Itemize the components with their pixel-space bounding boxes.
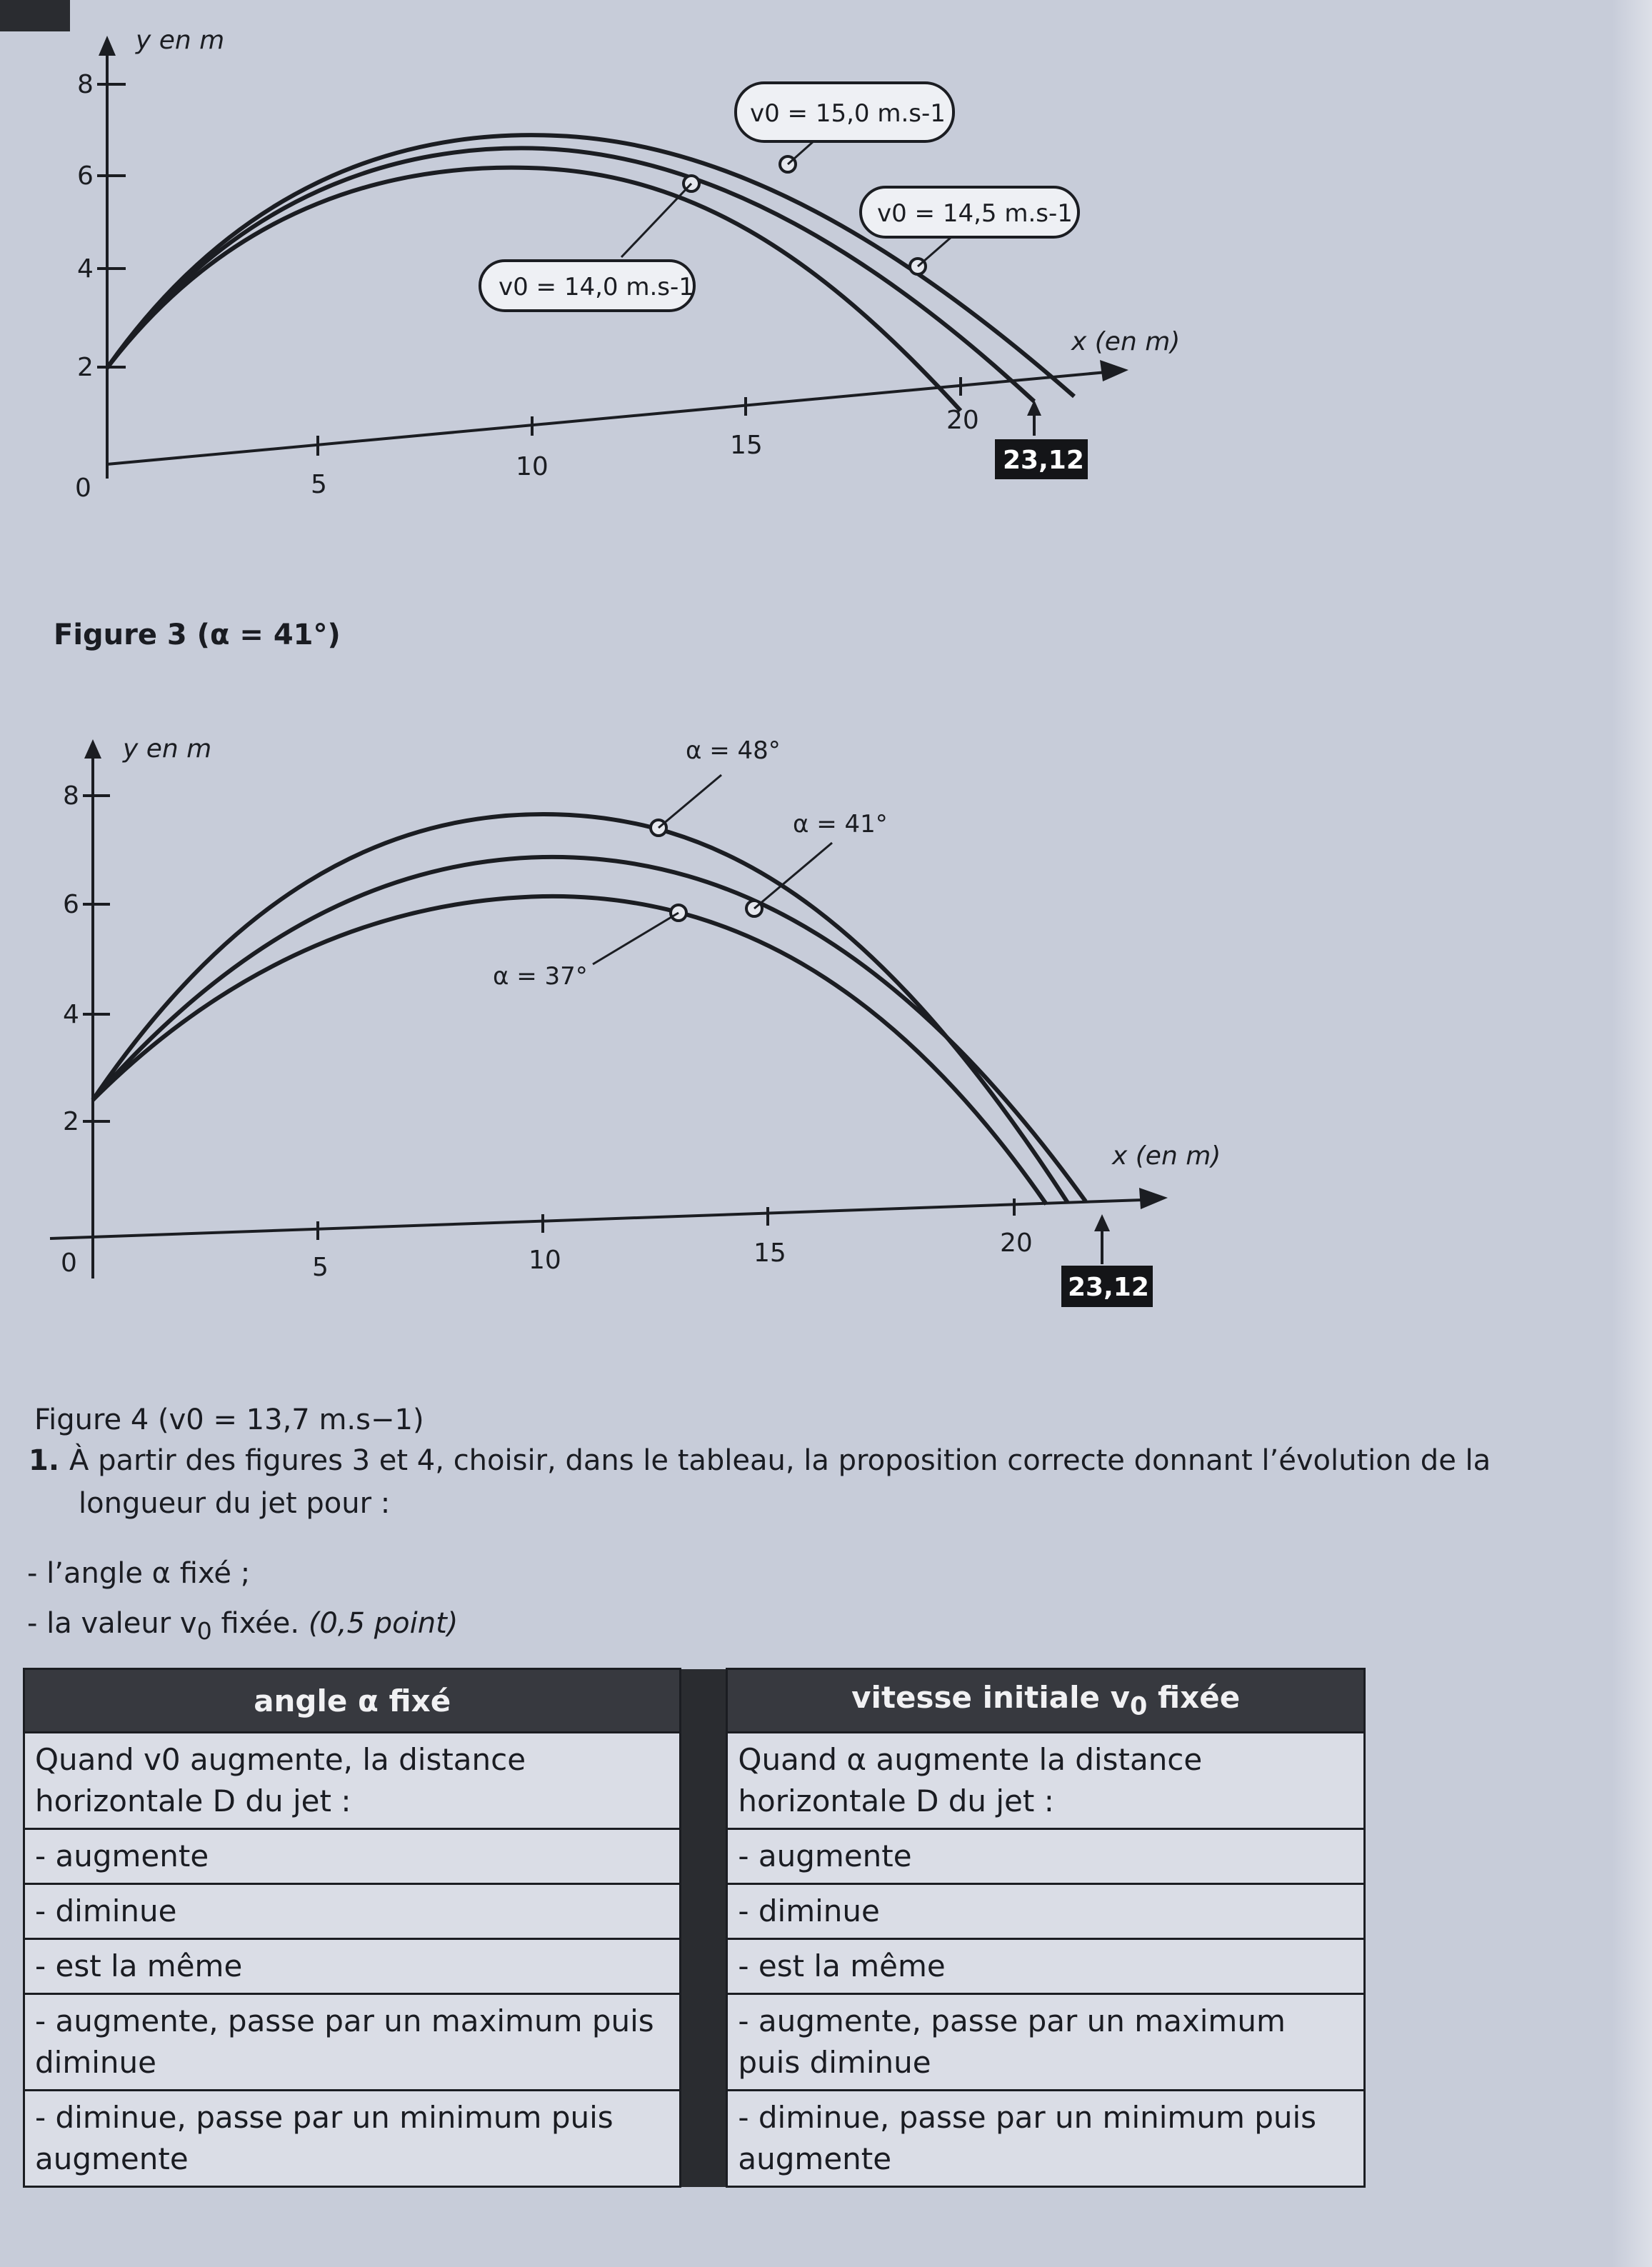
intro-angle-fixed: Quand v0 augmente, la distance horizontale D du jet : (24, 1733, 681, 1829)
highlight-value: 23,12 (1003, 446, 1084, 475)
question-points: (0,5 point) (308, 1607, 459, 1640)
column-gap (681, 2091, 727, 2187)
x-tick-label: 20 (946, 406, 979, 435)
intro-speed-fixed: Quand α augmente la distance horizontale D du jet : (727, 1733, 1365, 1829)
bullet-speed-fixed (27, 1607, 458, 1645)
header-speed-sub: 0 (1130, 1692, 1148, 1721)
y-axis-label: y en m (123, 734, 212, 764)
option-left[interactable]: - est la même (24, 1939, 681, 1994)
origin-label: 0 (61, 1248, 77, 1278)
highlight-arrow-head (1094, 1214, 1110, 1231)
curve-label: α = 37° (493, 962, 588, 991)
y-tick-label: 2 (77, 353, 94, 382)
curve-alpha-48 (93, 814, 1068, 1203)
question-1 (29, 1439, 1628, 1525)
option-right[interactable]: - diminue (727, 1884, 1365, 1939)
x-axis-arrow (1139, 1188, 1168, 1209)
y-axis-arrow (84, 739, 101, 759)
x-tick-label: 10 (529, 1246, 561, 1275)
y-tick-label: 4 (77, 254, 94, 284)
header-angle-fixed: angle α fixé (24, 1669, 681, 1733)
curve-label: α = 48° (686, 736, 781, 765)
leader-line (621, 184, 691, 257)
option-right[interactable]: - est la même (727, 1939, 1365, 1994)
column-gap (681, 1884, 727, 1939)
x-tick-label: 10 (516, 452, 549, 481)
x-tick-label: 15 (754, 1238, 786, 1268)
option-right[interactable]: - diminue, passe par un minimum puis augmente (727, 2091, 1365, 2187)
figure-4-caption: Figure 4 (v0 = 13,7 m.s−1) (34, 1403, 424, 1436)
column-gap (681, 1733, 727, 1829)
question-text-line1: À partir des figures 3 et 4, choisir, dans le tableau, la proposition correcte donnant l’évolution de la (69, 1444, 1491, 1477)
curve-label: v0 = 15,0 m.s-1 (750, 99, 946, 128)
column-gap (681, 1994, 727, 2091)
x-axis-label: x (en m) (1071, 327, 1181, 356)
header-speed-suffix: fixée (1147, 1680, 1241, 1716)
bullet-speed-sub: 0 (196, 1617, 212, 1645)
highlight-arrow-head (1027, 400, 1041, 416)
y-axis-label: y en m (136, 26, 225, 55)
x-axis-arrow (1100, 360, 1128, 381)
curve-label: v0 = 14,0 m.s-1 (499, 273, 694, 301)
x-tick-label: 5 (312, 1253, 329, 1282)
curve-alpha-41 (93, 857, 1086, 1201)
option-left[interactable]: - diminue, passe par un minimum puis augmente (24, 2091, 681, 2187)
leader-line (593, 913, 679, 964)
option-right[interactable]: - augmente (727, 1829, 1365, 1884)
bullet-speed-suffix: fixée. (211, 1607, 300, 1640)
y-tick-label: 2 (63, 1107, 79, 1136)
y-tick-label: 8 (63, 781, 79, 811)
question-text-line2: longueur du jet pour : (79, 1487, 391, 1520)
x-axis (50, 1200, 1143, 1238)
question-number: 1. (29, 1444, 60, 1477)
origin-label: 0 (75, 474, 91, 503)
curve-label: v0 = 14,5 m.s-1 (877, 199, 1073, 228)
option-right[interactable]: - augmente, passe par un maximum puis diminue (727, 1994, 1365, 2091)
column-gap (681, 1669, 727, 1733)
column-gap (681, 1829, 727, 1884)
header-speed-fixed (727, 1669, 1365, 1733)
column-gap (681, 1939, 727, 1994)
y-tick-label: 4 (63, 1000, 79, 1029)
answer-table (23, 1668, 1366, 2188)
bullet-angle-fixed: - l’angle α fixé ; (27, 1557, 251, 1590)
figure-3-caption: Figure 3 (α = 41°) (54, 619, 341, 651)
option-left[interactable]: - augmente (24, 1829, 681, 1884)
figure-4-chart (0, 721, 1286, 1336)
highlight-value: 23,12 (1068, 1273, 1149, 1302)
x-tick-label: 5 (311, 470, 327, 499)
y-tick-label: 6 (77, 161, 94, 191)
y-axis-arrow (99, 36, 116, 56)
figure-3-chart (0, 21, 1214, 536)
curve-label: α = 41° (793, 810, 888, 839)
y-tick-label: 8 (77, 70, 94, 99)
leader-line (659, 775, 721, 828)
bullet-speed-prefix: - la valeur v (27, 1607, 197, 1640)
option-left[interactable]: - augmente, passe par un maximum puis diminue (24, 1994, 681, 2091)
x-tick-label: 20 (1000, 1228, 1033, 1258)
option-left[interactable]: - diminue (24, 1884, 681, 1939)
header-speed-prefix: vitesse initiale v (851, 1680, 1131, 1716)
x-tick-label: 15 (730, 431, 763, 460)
x-axis-label: x (en m) (1112, 1141, 1221, 1171)
page-edge (1612, 0, 1652, 2267)
y-tick-label: 6 (63, 890, 79, 919)
curve-alpha-37 (93, 896, 1046, 1204)
